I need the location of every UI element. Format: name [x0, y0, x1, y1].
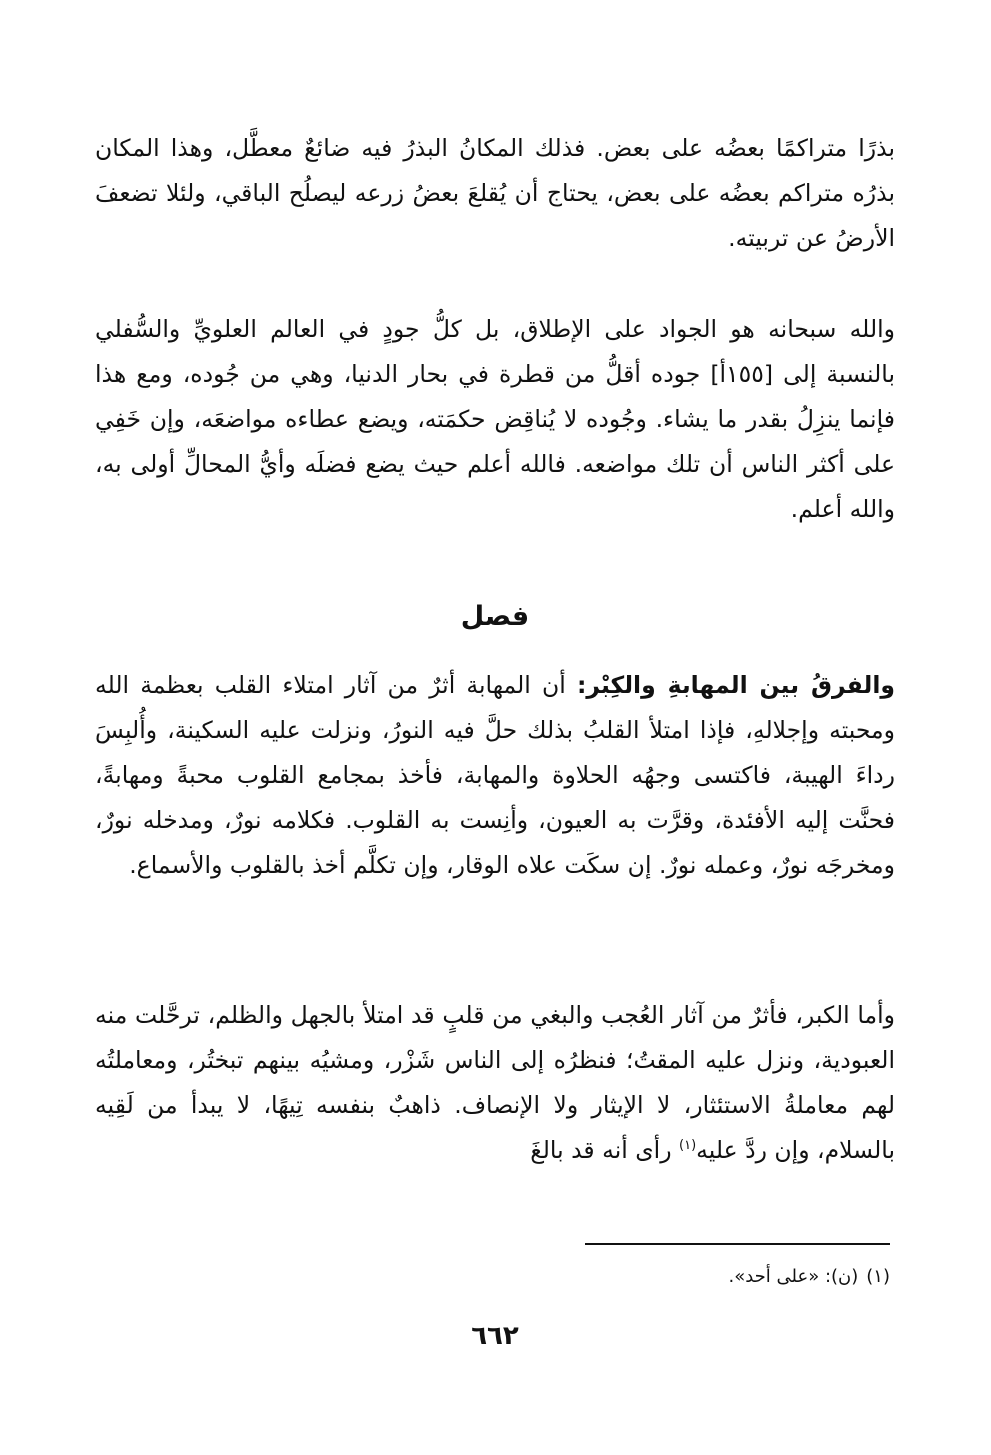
- paragraph-text: أن المهابة أثرٌ من آثار امتلاء القلب بعظمة الله ومحبته وإجلالهِ، فإذا امتلأ القلبُ بذلك حلَّ فيه النورُ، ونزلت عليه السكينة، وأُلبِسَ رداءَ الهيبة، فاكتسى وجهُه الحلاوة والمهابة، فأخذ بمجامع القلوب محبةً ومهابةً، فحنَّت إليه الأفئدة، وقرَّت به العيون، وأنِست به القلوب. فكلامه نورٌ، ومدخله نورٌ، ومخرجَه نورٌ، وعمله نورٌ. إن سكَت علاه الوقار، وإن تكلَّم أخذ بالقلوب والأسماع.: [95, 671, 895, 879]
- footnote-number: (١): [866, 1266, 890, 1287]
- footnote-marker: (١): [679, 1138, 697, 1154]
- body-paragraph: [95, 993, 895, 1173]
- footnote: [420, 1262, 890, 1292]
- paragraph-text: رأى أنه قد بالغَ: [530, 1136, 680, 1164]
- body-paragraph: [95, 663, 895, 888]
- section-heading: فصل: [460, 601, 530, 632]
- page-number: ٦٦٢: [471, 1321, 519, 1351]
- footnote-divider: [585, 1243, 890, 1245]
- paragraph-text: وأما الكبر، فأثرٌ من آثار العُجب والبغي من قلبٍ قد امتلأ بالجهل والظلم، ترحَّلت منه العبودية، ونزل عليه المقتُ؛ فنظرُه إلى الناس شَزْر، ومشيُه بينهم تبختُر، ومعاملتُه لهم معاملةُ الاستئثار، لا الإيثار ولا الإنصاف. ذاهبٌ بنفسه تِيهًا، لا يبدأ من لَقِيه بالسلام، وإن ردَّ عليه: [95, 1001, 895, 1164]
- body-paragraph: والله سبحانه هو الجواد على الإطلاق، بل كلُّ جودٍ في العالم العلويِّ والسُّفلي بالنسبة إلى [١٥٥أ] جوده أقلُّ من قطرة في بحار الدنيا، وهي من جُوده، ومع هذا فإنما ينزِلُ بقدر ما يشاء. وجُوده لا يُناقِض حكمَته، ويضع عطاءه مواضعَه، وإن خَفِي على أكثر الناس أن تلك مواضعه. فالله أعلم حيث يضع فضلَه وأيُّ المحالِّ أولى به، والله أعلم.: [95, 315, 895, 523]
- body-paragraph: بذرًا متراكمًا بعضُه على بعض. فذلك المكانُ البذرُ فيه ضائعٌ معطَّل، وهذا المكان بذرُه متراكم بعضُه على بعض، يحتاج أن يُقلعَ بعضُ زرعه ليصلُح الباقي، ولئلا تضعفَ الأرضُ عن تربيته.: [95, 134, 895, 252]
- footnote-text: (ن): «على أحد».: [728, 1266, 859, 1287]
- paragraph-lead-term: والفرقُ بين المهابةِ والكِبْر:: [576, 671, 896, 699]
